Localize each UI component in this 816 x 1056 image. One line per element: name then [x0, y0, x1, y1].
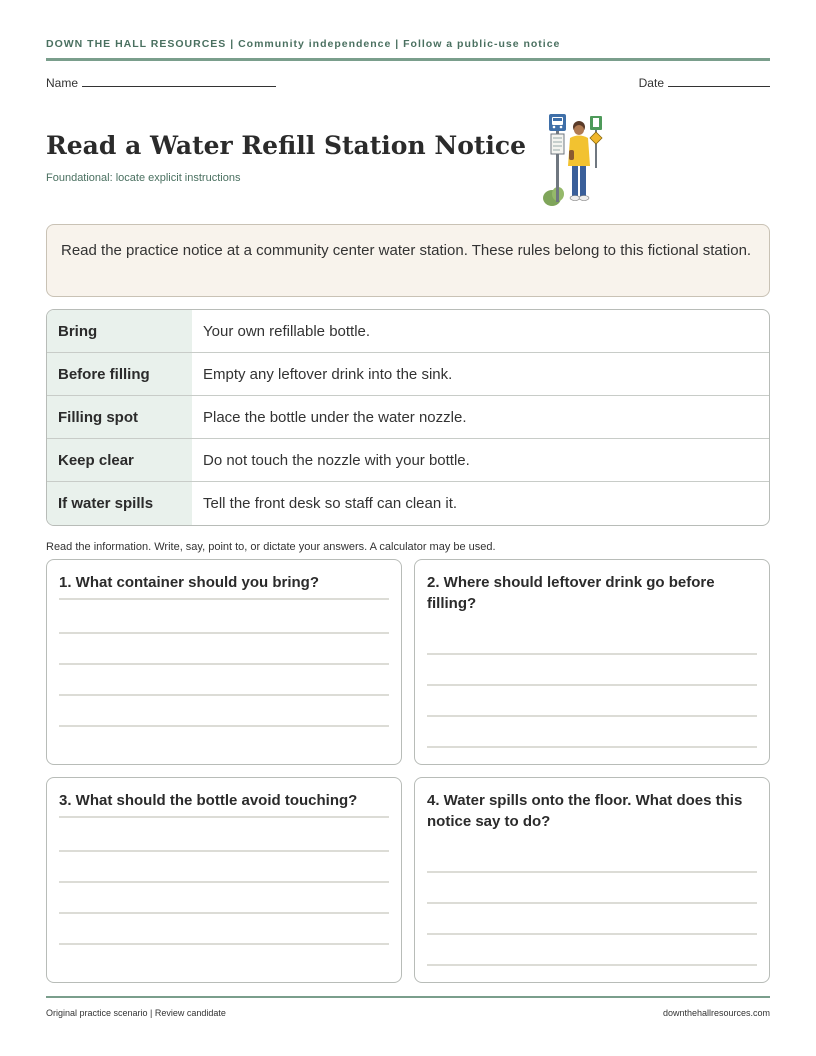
notice-value: Place the bottle under the water nozzle.: [203, 408, 467, 426]
table-row: [47, 310, 769, 353]
name-label: Name: [46, 76, 79, 90]
answer-line[interactable]: [59, 816, 389, 818]
answer-line[interactable]: [59, 850, 389, 852]
answer-line[interactable]: [59, 725, 389, 727]
answer-line[interactable]: [427, 746, 757, 748]
answer-line[interactable]: [427, 871, 757, 873]
intro-box: Read the practice notice at a community center water station. These rules belong to this fictional station.: [46, 224, 770, 297]
question-box-2[interactable]: [414, 559, 770, 765]
answer-line[interactable]: [427, 902, 757, 904]
header-banner: DOWN THE HALL RESOURCES | Community independence | Follow a public-use notice: [46, 38, 561, 50]
notice-value: Do not touch the nozzle with your bottle.: [203, 451, 470, 469]
footer-website: downthehallresources.com: [662, 1008, 770, 1018]
answer-line[interactable]: [427, 964, 757, 966]
answer-line[interactable]: [427, 933, 757, 935]
notice-key: Filling spot: [47, 396, 192, 438]
page-title: Read a Water Refill Station Notice: [46, 131, 527, 160]
question-box-3[interactable]: [46, 777, 402, 983]
table-row: [47, 439, 769, 482]
answer-line[interactable]: [59, 943, 389, 945]
name-field[interactable]: [46, 76, 276, 90]
question-text: 1. What container should you bring?: [59, 574, 320, 591]
answer-line[interactable]: [59, 663, 389, 665]
notice-key: Bring: [47, 310, 192, 352]
notice-value: Empty any leftover drink into the sink.: [203, 365, 453, 383]
notice-table: [46, 309, 770, 526]
footer-divider: [46, 996, 770, 998]
answer-line[interactable]: [59, 912, 389, 914]
directions-text: Read the information. Write, say, point to, or dictate your answers. A calculator may be used.: [46, 541, 496, 553]
answer-line[interactable]: [427, 715, 757, 717]
date-blank[interactable]: [668, 76, 770, 87]
notice-key: If water spills: [47, 482, 192, 525]
table-row: [47, 482, 769, 525]
page-subtitle: Foundational: locate explicit instructions: [46, 172, 241, 184]
question-text: 2. Where should leftover drink go before filling?: [427, 574, 715, 612]
answer-line[interactable]: [59, 632, 389, 634]
notice-value: Tell the front desk so staff can clean it.: [203, 495, 458, 512]
notice-key: Before filling: [47, 353, 192, 395]
date-label: Date: [638, 76, 664, 90]
person-at-bus-stop-illustration: [538, 110, 612, 210]
answer-line[interactable]: [427, 684, 757, 686]
name-blank[interactable]: [82, 76, 276, 87]
date-field[interactable]: [639, 76, 770, 90]
header-divider: [46, 58, 770, 61]
question-text: 4. Water spills onto the floor. What does this notice say to do?: [427, 792, 743, 830]
table-row: [47, 353, 769, 396]
answer-line[interactable]: [59, 881, 389, 883]
question-box-4[interactable]: [414, 777, 770, 983]
question-box-1[interactable]: [46, 559, 402, 765]
notice-key: Keep clear: [47, 439, 192, 481]
footer-note: Original practice scenario | Review candidate: [46, 1008, 226, 1018]
table-row: [47, 396, 769, 439]
notice-value: Your own refillable bottle.: [203, 322, 371, 340]
question-text: 3. What should the bottle avoid touching?: [59, 792, 358, 809]
answer-line[interactable]: [59, 598, 389, 600]
answer-line[interactable]: [59, 694, 389, 696]
answer-line[interactable]: [427, 653, 757, 655]
